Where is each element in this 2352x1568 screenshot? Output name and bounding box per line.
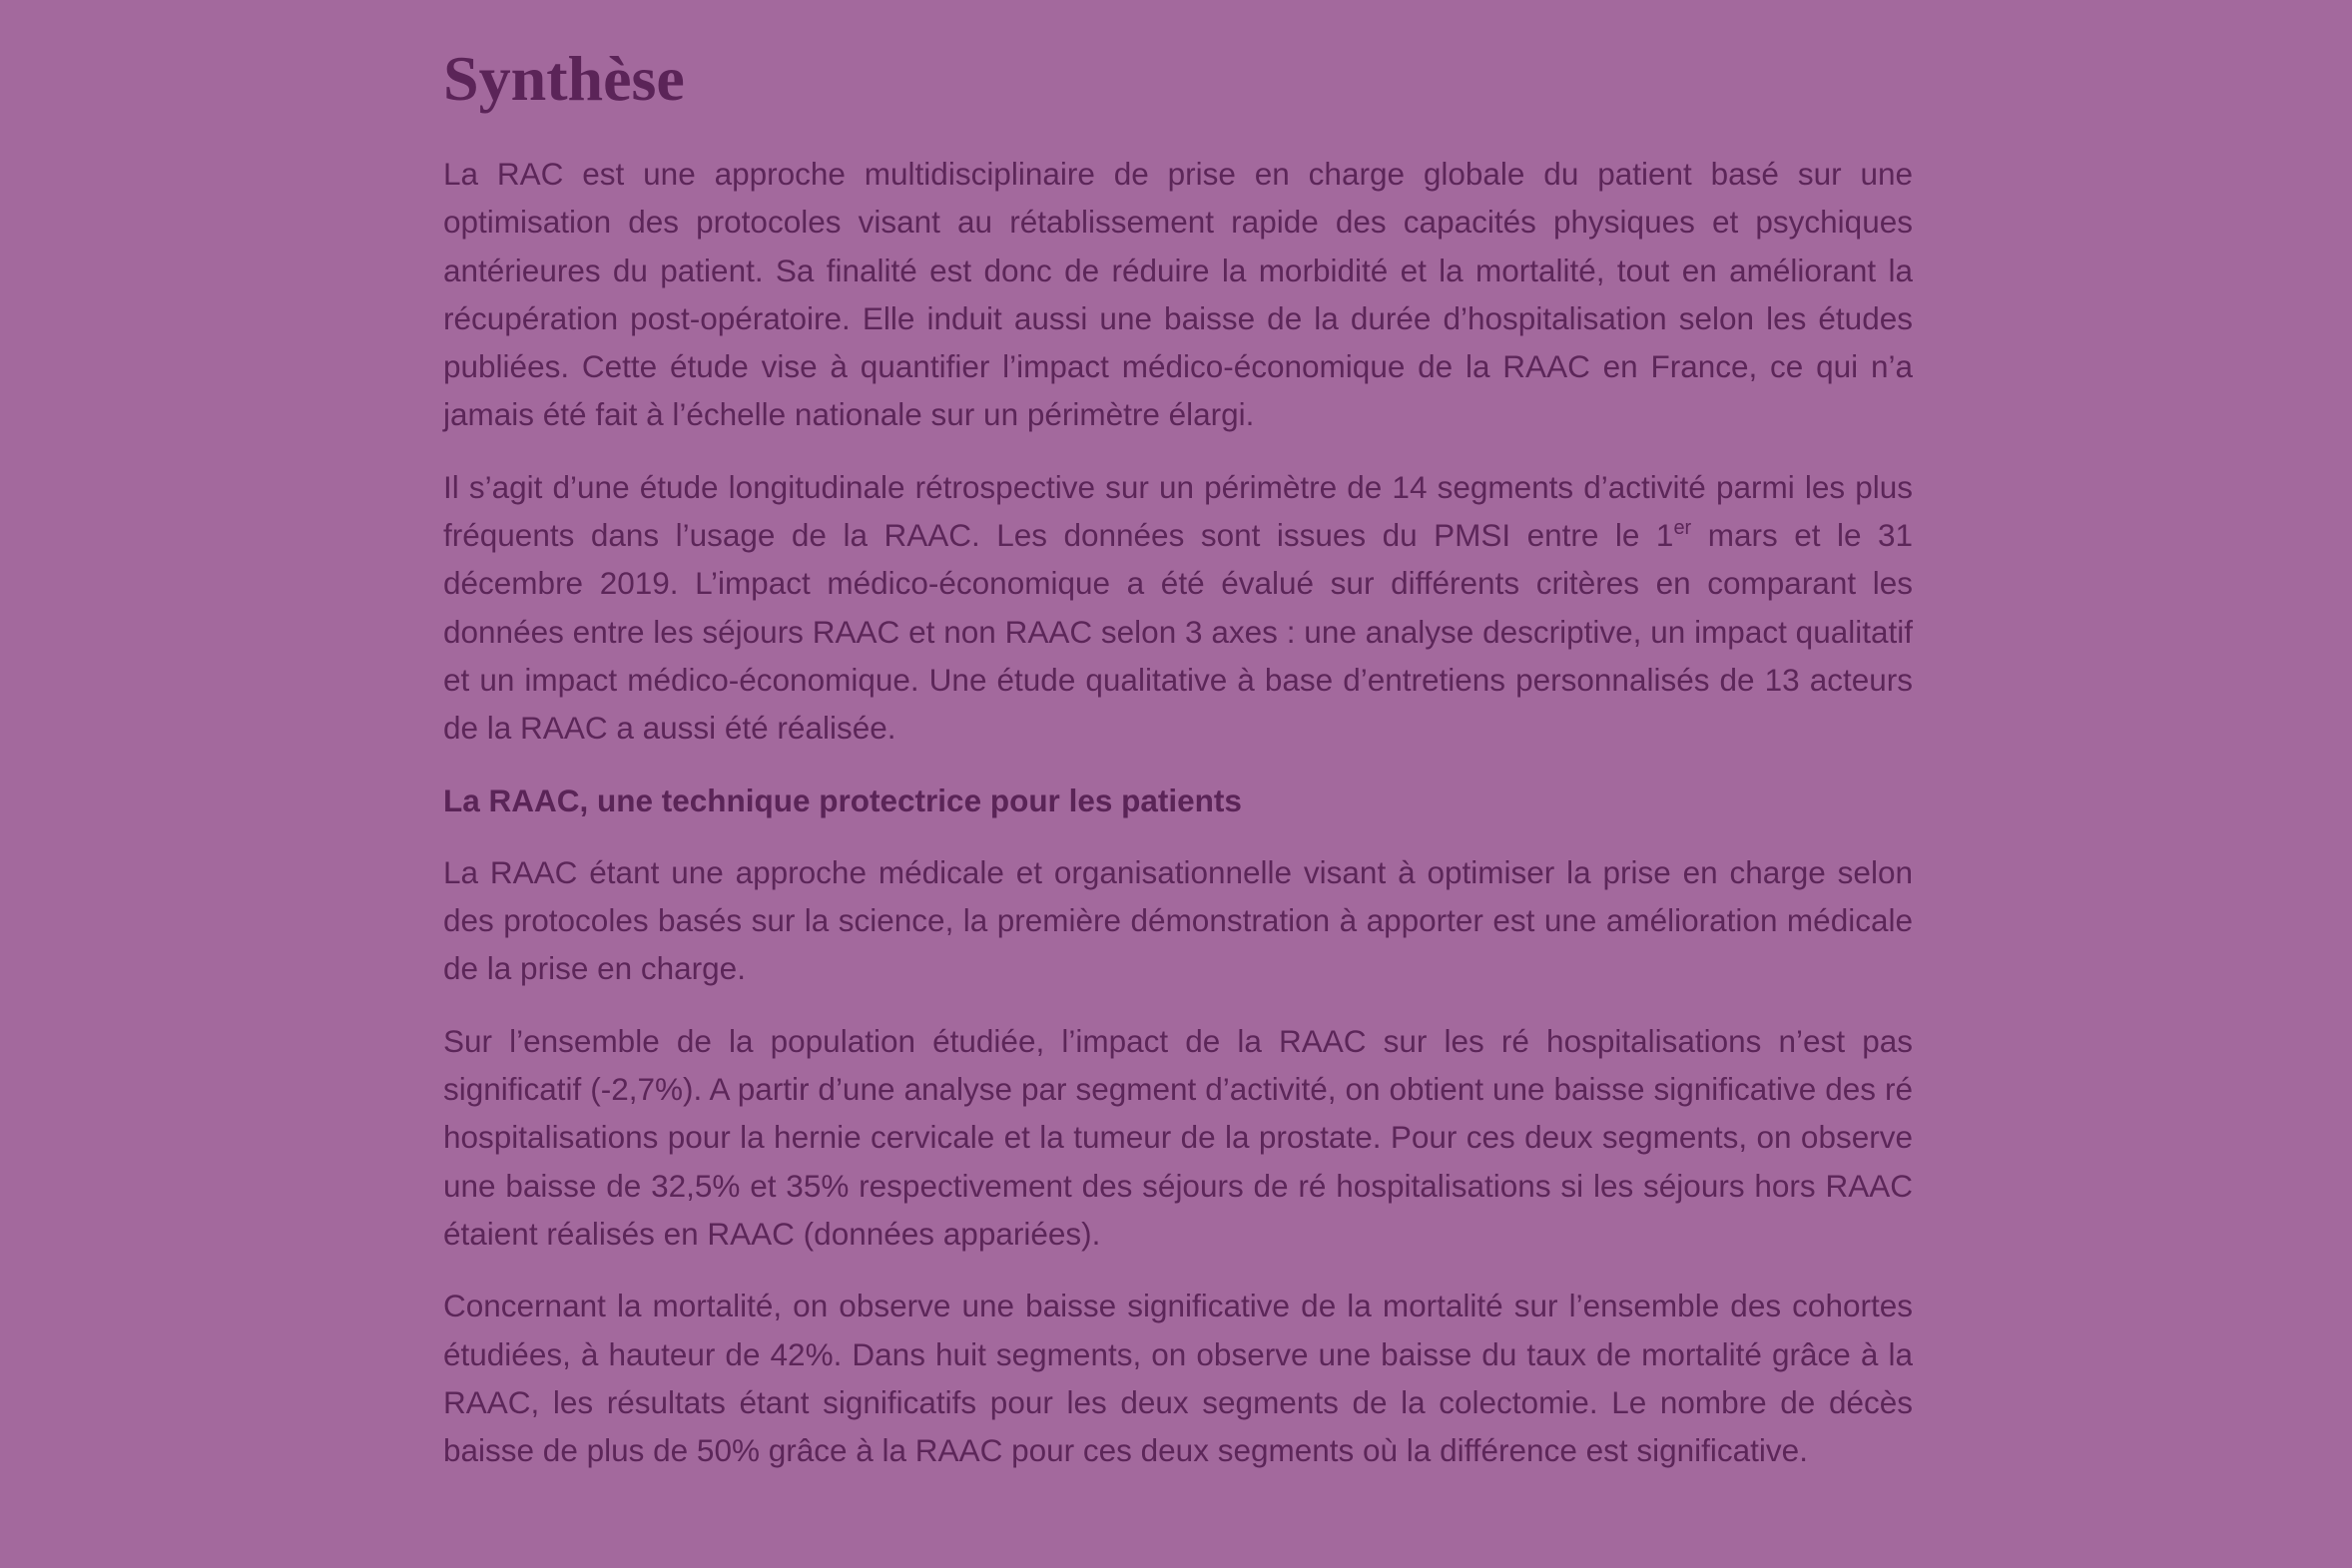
- page-title: Synthèse: [443, 43, 685, 114]
- paragraph-medical-approach: La RAAC étant une approche médicale et organisationnelle visant à optimiser la prise en charge selon des protocoles basés sur la science, la première démonstration à apporter est une amélioration médicale de la prise en charge.: [443, 853, 1913, 987]
- paragraph-rehospitalisation: Sur l’ensemble de la population étudiée, l’impact de la RAAC sur les ré hospitalisations n’est pas significatif (-2,7%). A partir d’une analyse par segment d’activité, on obtient une baisse significative des ré hospitalisations pour la hernie cervicale et la tumeur de la prostate. Pour ces deux segments, on observe une baisse de 32,5% et 35% respectivement des séjours de ré hospitalisations si les séjours hors RAAC étaient réalisés en RAAC (données appariées).: [443, 1022, 1913, 1252]
- paragraph-methodology-text-2: mars et le 31 décembre 2019. L’impact médico-économique a été évalué sur différents critères en comparant les données entre les séjours RAAC et non RAAC selon 3 axes : une analyse descriptive, un impact qualitatif et un impact médico-économique. Une étude qualitative à base d’entretiens personnalisés de 13 acteurs de la RAAC a aussi été réalisée.: [443, 517, 1913, 747]
- ordinal-superscript: er: [1673, 517, 1692, 540]
- paragraph-mortality: Concernant la mortalité, on observe une baisse significative de la mortalité sur l’ensemble des cohortes étudiées, à hauteur de 42%. Dans huit segments, on observe une baisse du taux de mortalité grâce à la RAAC, les résultats étant significatifs pour les deux segments de la colectomie. Le nombre de décès baisse de plus de 50% grâce à la RAAC pour ces deux segments où la différence est significative.: [443, 1288, 1913, 1469]
- paragraph-methodology: [443, 463, 1913, 753]
- paragraph-methodology-text-1: Il s’agit d’une étude longitudinale rétrospective sur un périmètre de 14 segments d’activité parmi les plus fréquents dans l’usage de la RAAC. Les données sont issues du PMSI entre le 1: [443, 468, 1913, 554]
- paragraph-intro: La RAC est une approche multidisciplinaire de prise en charge globale du patient basé sur une optimisation des protocoles visant au rétablissement rapide des capacités physiques et psychiques antérieures du patient. Sa finalité est donc de réduire la morbidité et la mortalité, tout en améliorant la récupération post-opératoire. Elle induit aussi une baisse de la durée d’hospitalisation selon les études publiées. Cette étude vise à quantifier l’impact médico-économique de la RAAC en France, ce qui n’a jamais été fait à l’échelle nationale sur un périmètre élargi.: [443, 156, 1913, 433]
- document-page: [443, 44, 1913, 1498]
- section-subheading: La RAAC, une technique protectrice pour les patients: [443, 782, 1242, 818]
